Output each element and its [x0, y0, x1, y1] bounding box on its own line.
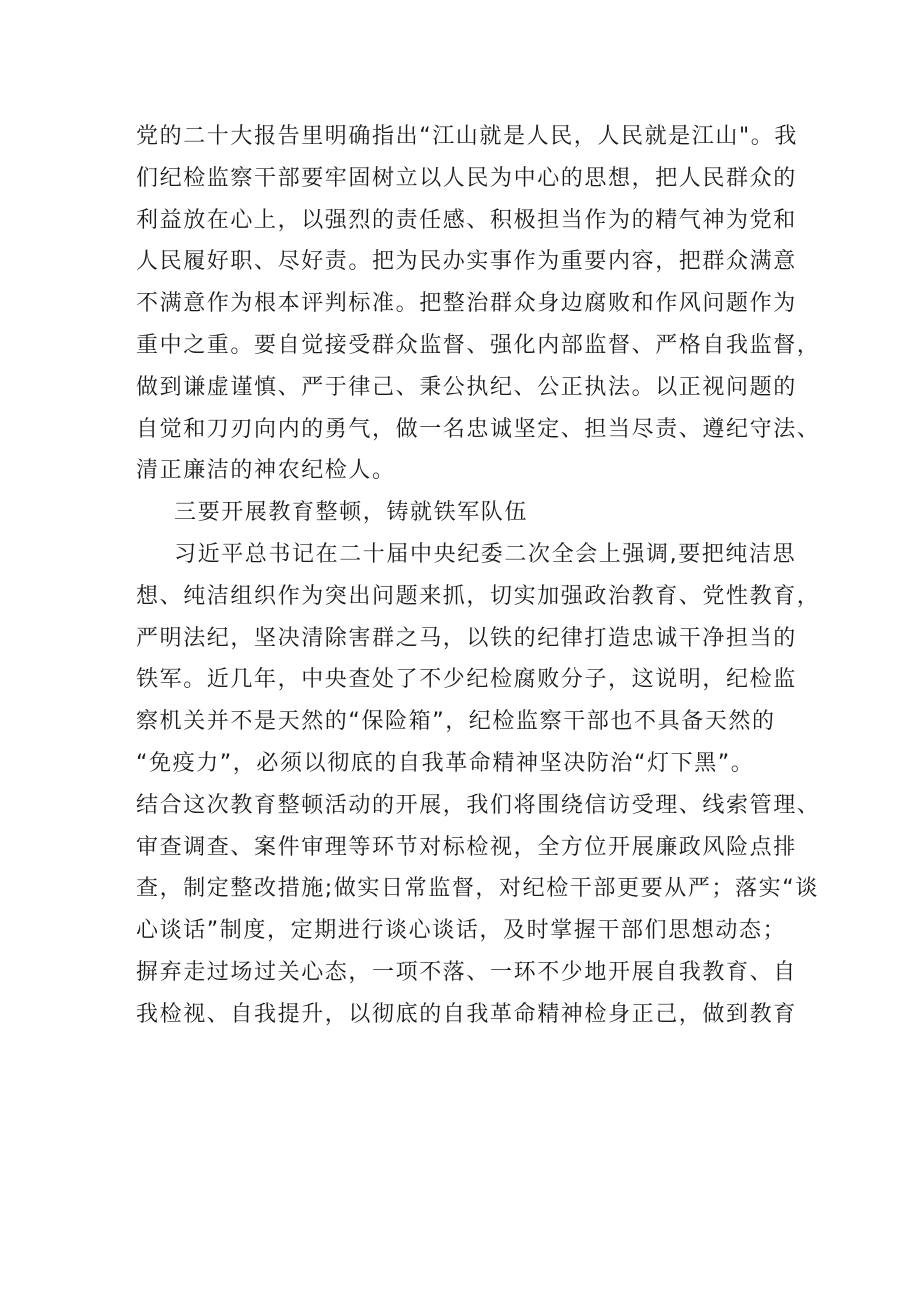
text-line: 做到谦虚谨慎、严于律己、秉公执纪、公正执法。以正视问题的: [136, 374, 797, 400]
text-line: 察机关并不是天然的“保险箱”，纪检监察干部也不具备天然的: [136, 709, 776, 735]
text-line: 严明法纪，坚决清除害群之马，以铁的纪律打造忠诚干净担当的: [136, 625, 797, 651]
text-line: 审查调查、案件审理等环节对标检视，全方位开展廉政风险点排: [136, 834, 797, 860]
text-line: 重中之重。要自觉接受群众监督、强化内部监督、严格自我监督，: [136, 332, 821, 358]
body-text: [136, 116, 821, 1036]
text-line: 我检视、自我提升，以彻底的自我革命精神检身正己，做到教育: [136, 1001, 797, 1027]
text-line: 不满意作为根本评判标准。把整治群众身边腐败和作风问题作为: [136, 291, 797, 317]
text-line: 想、纯洁组织作为突出问题来抓，切实加强政治教育、党性教育，: [136, 583, 821, 609]
text-line: 查，制定整改措施;做实日常监督，对纪检干部更要从严；落实“谈: [136, 876, 819, 902]
text-line: 们纪检监察干部要牢固树立以人民为中心的思想，把人民群众的: [136, 165, 797, 191]
text-line: 结合这次教育整顿活动的开展，我们将围绕信访受理、线索管理、: [136, 792, 821, 818]
text-line: 人民履好职、尽好责。把为民办实事作为重要内容，把群众满意: [136, 249, 797, 275]
text-line: 心谈话”制度，定期进行谈心谈话，及时掌握干部们思想动态；: [136, 918, 787, 944]
text-line: “免疫力”，必须以彻底的自我革命精神坚决防治“灯下黑”。: [136, 750, 755, 776]
text-line: 利益放在心上，以强烈的责任感、积极担当作为的精气神为党和: [136, 207, 797, 233]
text-line: 自觉和刀刃向内的勇气，做一名忠诚坚定、担当尽责、遵纪守法、: [136, 416, 821, 442]
text-line: 清正廉洁的神农纪检人。: [136, 458, 396, 484]
text-line: 铁军。近几年，中央查处了不少纪检腐败分子，这说明，纪检监: [136, 667, 797, 693]
text-line: 摒弃走过场过关心态，一项不落、一环不少地开展自我教育、自: [136, 959, 797, 985]
section-heading: 三要开展教育整顿，铸就铁军队伍: [174, 500, 529, 526]
text-line: 党的二十大报告里明确指出“江山就是人民，人民就是江山"。我: [136, 124, 798, 149]
text-line: 习近平总书记在二十届中央纪委二次全会上强调,要把纯洁思: [174, 541, 797, 567]
